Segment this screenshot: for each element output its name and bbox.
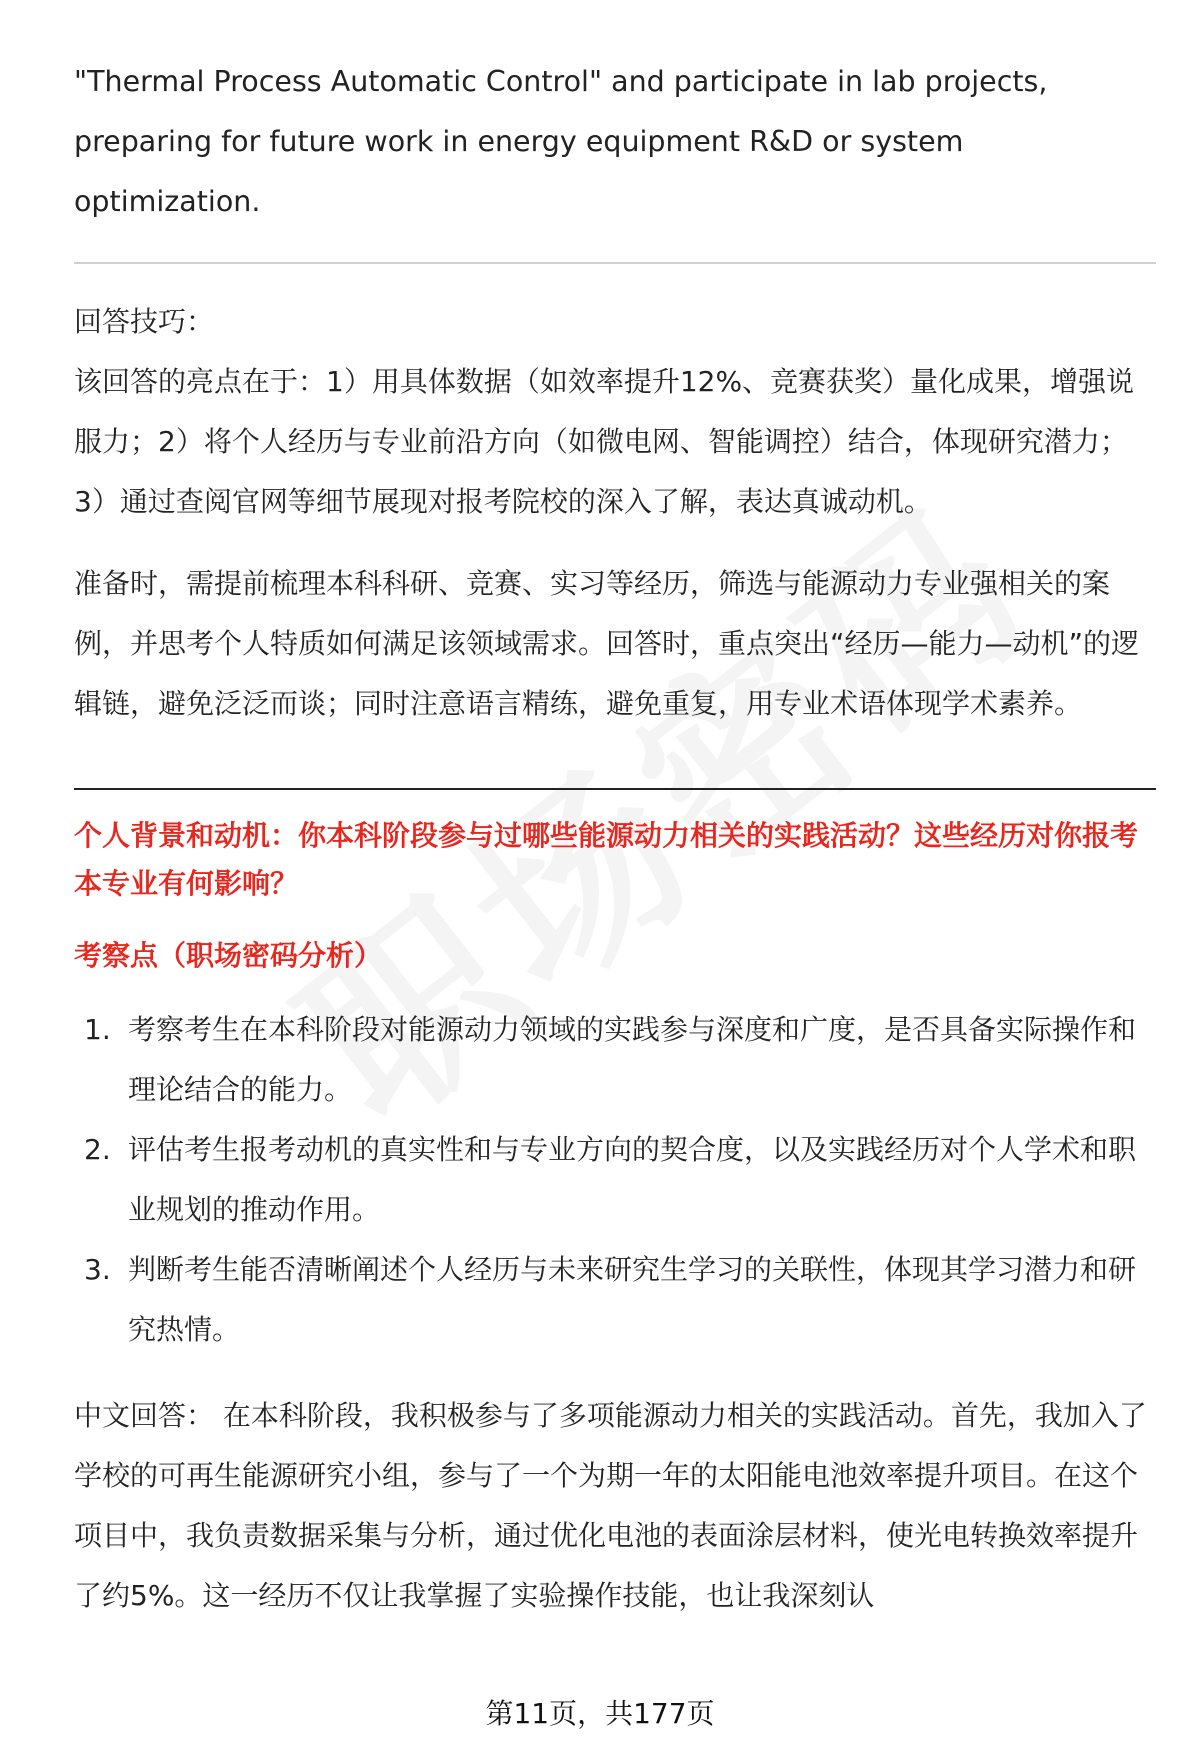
list-item xyxy=(74,1000,1156,1120)
list-text: 考察考生在本科阶段对能源动力领域的实践参与深度和广度，是否具备实际操作和理论结合的能力。 xyxy=(128,1013,1137,1106)
list-item xyxy=(74,1120,1156,1240)
list-text: 判断考生能否清晰阐述个人经历与未来研究生学习的关联性，体现其学习潜力和研究热情。 xyxy=(128,1253,1137,1346)
top-paragraph: "Thermal Process Automatic Control" and participate in lab projects, preparing for future work in energy equipment R&D or system optimization. xyxy=(74,65,1048,218)
list-text: 评估考生报考动机的真实性和与专业方向的契合度，以及实践经历对个人学术和职业规划的推动作用。 xyxy=(128,1133,1137,1226)
answer-paragraph: 中文回答： 在本科阶段，我积极参与了多项能源动力相关的实践活动。首先，我加入了学校的可再生能源研究小组，参与了一个为期一年的太阳能电池效率提升项目。在这个项目中，我负责数据采集与分析，通过优化电池的表面涂层材料，使光电转换效率提升了约5%。这一经历不仅让我掌握了实验操作技能，也让我深刻认 xyxy=(74,1399,1147,1612)
divider-light xyxy=(74,262,1156,264)
question-subtitle: 考察点（职场密码分析） xyxy=(74,939,383,972)
tips-paragraph-1: 该回答的亮点在于：1）用具体数据（如效率提升12%、竞赛获奖）量化成果，增强说服力；2）将个人经历与专业前沿方向（如微电网、智能调控）结合，体现研究潜力；3）通过查阅官网等细节展现对报考院校的深入了解，表达真诚动机。 xyxy=(74,365,1135,518)
question-title: 个人背景和动机：你本科阶段参与过哪些能源动力相关的实践活动？这些经历对你报考本专业有何影响？ xyxy=(74,819,1139,900)
list-number: 3. xyxy=(84,1253,111,1286)
divider-dark xyxy=(74,788,1156,790)
list-number: 1. xyxy=(84,1013,111,1046)
tips-heading: 回答技巧： xyxy=(74,305,215,338)
page-number: 第11页，共177页 xyxy=(485,1697,715,1730)
points-list xyxy=(74,1000,1156,1360)
list-item xyxy=(74,1240,1156,1360)
page-content xyxy=(74,52,1156,1626)
list-number: 2. xyxy=(84,1133,111,1166)
tips-paragraph-2: 准备时，需提前梳理本科科研、竞赛、实习等经历，筛选与能源动力专业强相关的案例，并思考个人特质如何满足该领域需求。回答时，重点突出“经历—能力—动机”的逻辑链，避免泛泛而谈；同时注意语言精练，避免重复，用专业术语体现学术素养。 xyxy=(74,567,1140,720)
